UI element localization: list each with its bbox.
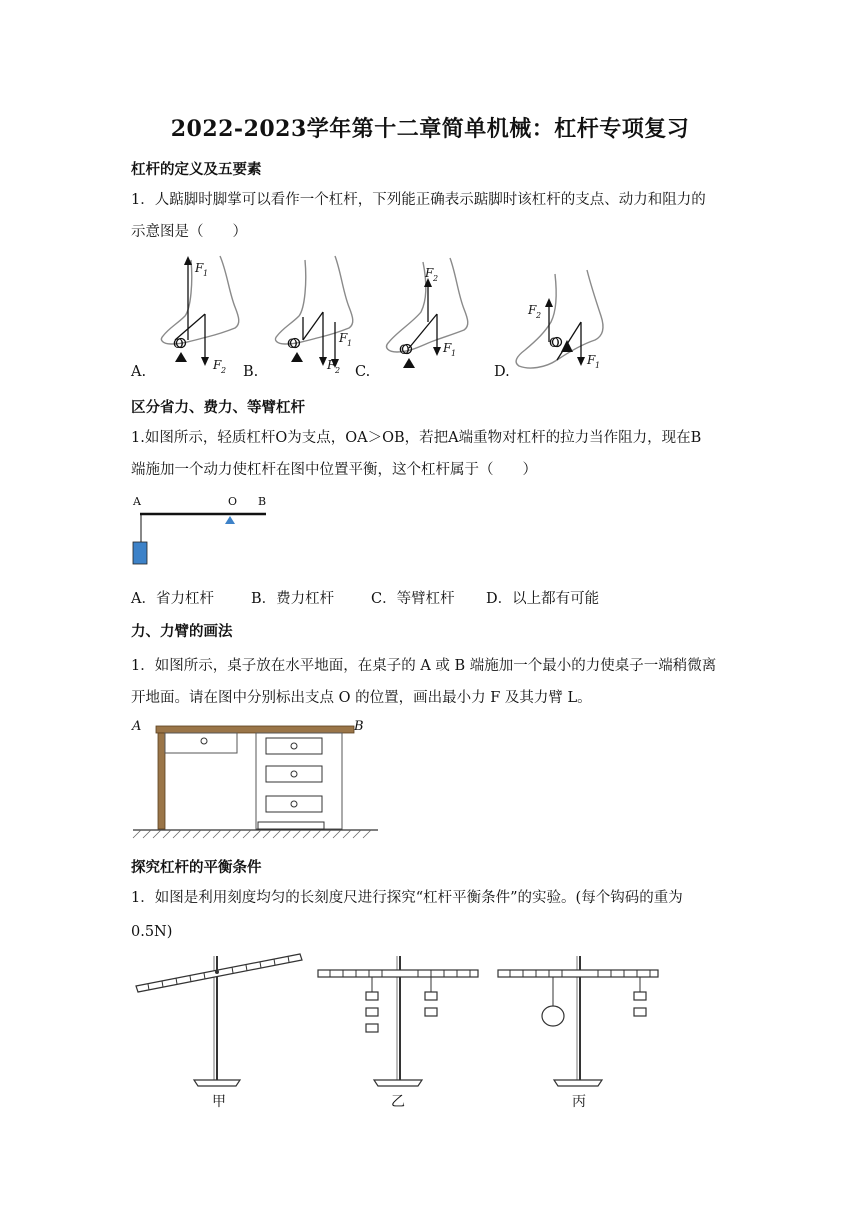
svg-text:2: 2 <box>433 274 439 283</box>
option-c: C. <box>355 364 371 380</box>
label-a-f2: F <box>213 358 222 372</box>
foot-lever-figures <box>125 252 615 382</box>
label-a-f1: F <box>195 261 204 275</box>
lever-oa-ob-figure <box>128 490 278 570</box>
label-o: O <box>228 495 238 508</box>
question-4-line-1: 1．如图是利用刻度均匀的长刻度尺进行探究“杠杆平衡条件”的实验。(每个钩码的重为 <box>131 890 683 906</box>
page-title: 2022-2023学年第十二章简单机械：杠杆专项复习 <box>170 116 690 142</box>
lever-experiment-figures <box>128 948 688 1108</box>
option-a: A. <box>131 364 147 380</box>
label-d-f2: F <box>528 303 537 317</box>
option-2a: A．省力杠杆 <box>131 591 214 607</box>
label-a: A <box>133 495 141 508</box>
caption-jia: 甲 <box>212 1094 226 1108</box>
label-d-f1: F <box>587 353 596 367</box>
label-a-o: O <box>173 337 184 352</box>
caption-bing: 丙 <box>572 1094 586 1108</box>
label-b-o: O <box>287 337 298 352</box>
section-heading-force-arm: 力、力臂的画法 <box>131 624 233 640</box>
question-2-line-2: 端施加一个动力使杠杆在图中位置平衡，这个杠杆属于（ ） <box>131 462 537 478</box>
svg-text:2: 2 <box>221 366 227 375</box>
option-2c: C．等臂杠杆 <box>371 591 455 607</box>
svg-text:1: 1 <box>451 349 457 358</box>
svg-text:1: 1 <box>595 361 601 370</box>
question-3-line-1: 1．如图所示，桌子放在水平地面，在桌子的 A 或 B 端施加一个最小的力使桌子一端稍微离 <box>131 658 717 674</box>
label-b-f2: F <box>327 358 336 372</box>
figure-bing <box>498 956 658 1108</box>
label-c-f1: F <box>443 341 452 355</box>
option-2d: D．以上都有可能 <box>486 591 600 607</box>
label-a: A <box>132 719 142 734</box>
section-heading-lever-definition: 杠杆的定义及五要素 <box>131 162 262 178</box>
question-1-line-1: 1．人踮脚时脚掌可以看作一个杠杆，下列能正确表示踮脚时该杠杆的支点、动力和阻力的 <box>131 192 706 208</box>
question-3-line-2: 开地面。请在图中分别标出支点 O 的位置，画出最小力 F 及其力臂 L。 <box>131 690 592 706</box>
label-b: B <box>258 495 267 508</box>
label-b: B <box>354 719 364 734</box>
svg-text:1: 1 <box>347 339 353 348</box>
section-heading-lever-types: 区分省力、费力、等臂杠杆 <box>131 400 305 416</box>
caption-yi: 乙 <box>391 1094 405 1108</box>
label-d-o: O <box>549 336 560 351</box>
question-4-line-2: 0.5N) <box>131 924 173 940</box>
option-d: D. <box>494 364 510 380</box>
option-2b: B．费力杠杆 <box>251 591 335 607</box>
desk-figure <box>128 714 378 842</box>
question-1-line-2: 示意图是（ ） <box>131 224 247 240</box>
svg-text:2: 2 <box>335 366 341 375</box>
svg-text:2: 2 <box>536 311 542 320</box>
label-c-o: O <box>399 343 410 358</box>
figure-yi <box>318 956 478 1108</box>
section-heading-balance-condition: 探究杠杆的平衡条件 <box>131 860 262 876</box>
label-b-f1: F <box>339 331 348 345</box>
figure-jia <box>136 954 302 1108</box>
label-c-f2: F <box>425 266 434 280</box>
svg-text:1: 1 <box>203 269 209 278</box>
option-b: B. <box>243 364 259 380</box>
question-2-line-1: 1.如图所示，轻质杠杆O为支点，OA＞OB，若把A端重物对杠杆的拉力当作阻力，现在B <box>131 430 702 446</box>
